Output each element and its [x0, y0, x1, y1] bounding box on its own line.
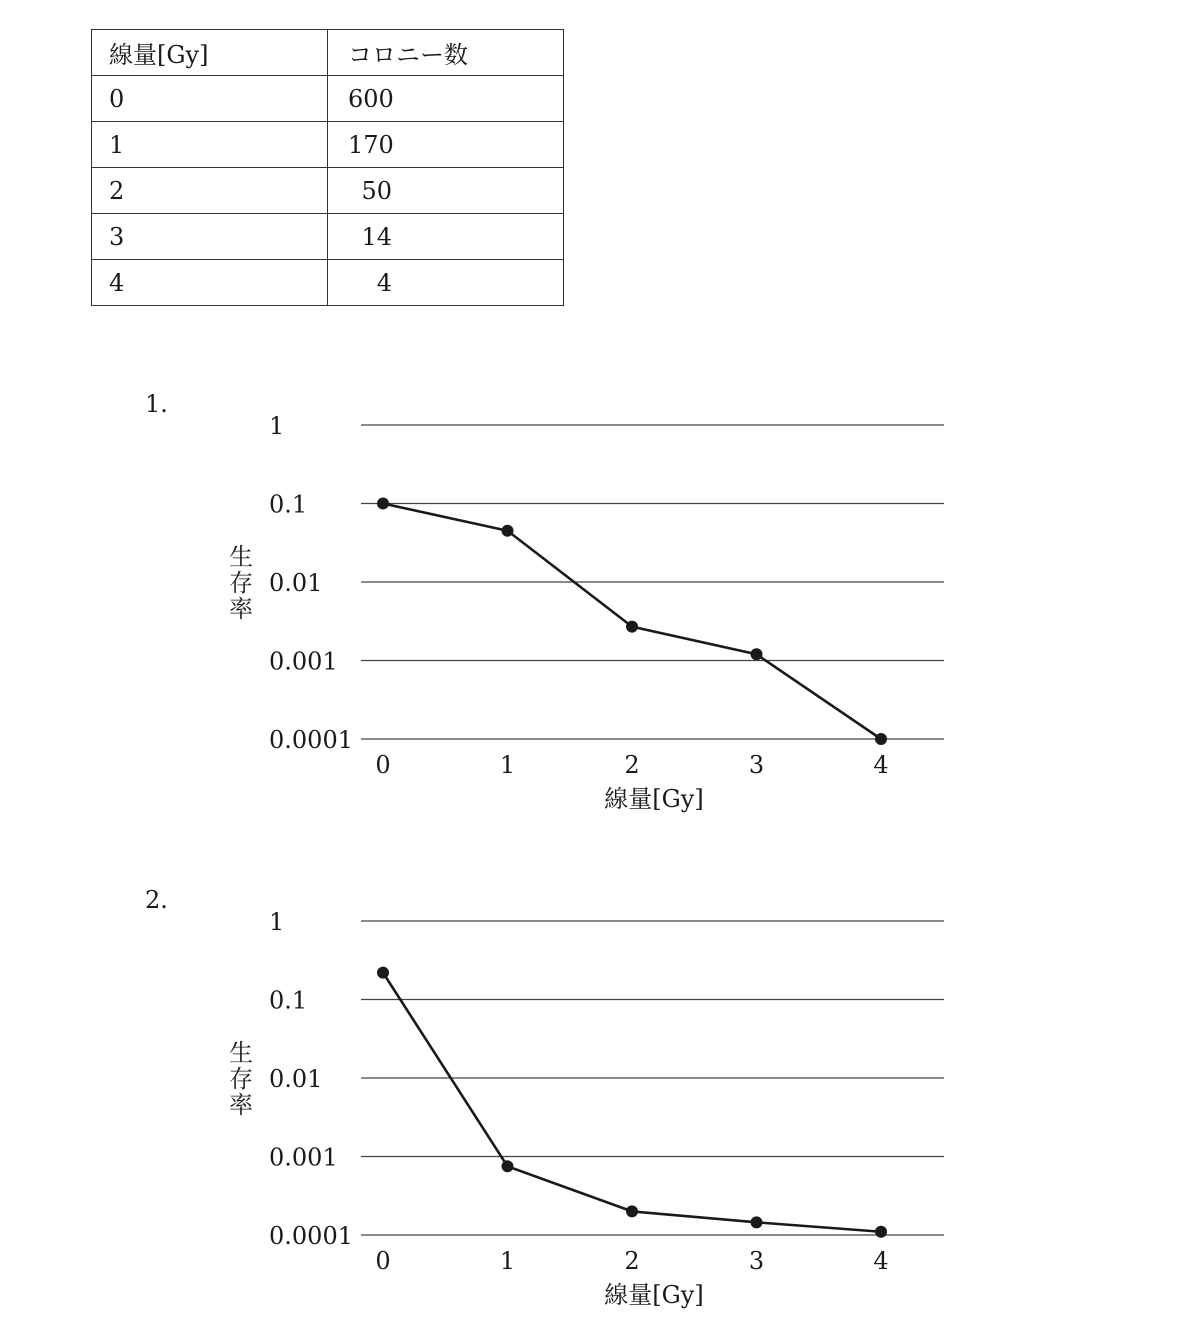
- cell-dose: 0: [92, 76, 328, 122]
- data-point: [751, 648, 763, 660]
- y-tick-label: 1: [269, 908, 285, 936]
- cell-dose: 4: [92, 260, 328, 306]
- y-tick-label: 0.001: [269, 1143, 338, 1172]
- chart-2: [0, 876, 1204, 1316]
- y-axis-label: 生存率: [229, 1039, 253, 1119]
- x-tick-label: 4: [873, 751, 889, 779]
- y-tick-label: 0.001: [269, 647, 338, 676]
- data-point: [626, 1205, 638, 1217]
- data-point: [626, 621, 638, 633]
- cell-colonies: [328, 214, 564, 260]
- colonies-value: 4: [376, 268, 392, 297]
- y-tick-label: 0.1: [269, 490, 308, 519]
- colonies-value: 170: [348, 130, 394, 159]
- series-line: [383, 973, 881, 1232]
- y-tick-label: 0.1: [269, 986, 308, 1015]
- colonies-value: 14: [361, 222, 392, 251]
- chart-number: 2.: [145, 886, 168, 914]
- table-header-row: [92, 30, 564, 76]
- data-point: [875, 733, 887, 745]
- cell-colonies: [328, 260, 564, 306]
- x-tick-label: 3: [748, 1247, 765, 1275]
- x-tick-label: 0: [375, 1247, 391, 1275]
- table-row: [92, 168, 564, 214]
- y-tick-label: 0.0001: [269, 1222, 353, 1250]
- colonies-value: 600: [348, 84, 394, 113]
- cell-colonies: [328, 168, 564, 214]
- table-row: [92, 260, 564, 306]
- dose-colony-table: [91, 29, 564, 306]
- x-axis-label: 線量[Gy]: [604, 1281, 704, 1309]
- x-tick-label: 1: [499, 1247, 516, 1275]
- table-row: [92, 122, 564, 168]
- x-tick-label: 3: [748, 751, 765, 779]
- cell-colonies: [328, 76, 564, 122]
- x-tick-label: 1: [499, 751, 516, 779]
- chart-number: 1.: [145, 390, 168, 418]
- y-tick-label: 0.0001: [269, 726, 353, 754]
- data-point: [377, 967, 389, 979]
- x-tick-label: 2: [624, 1247, 640, 1275]
- x-axis-label: 線量[Gy]: [604, 785, 704, 813]
- header-colonies: コロニー数: [328, 30, 564, 76]
- table-row: [92, 214, 564, 260]
- x-tick-label: 4: [873, 1247, 889, 1275]
- data-point: [502, 1160, 514, 1172]
- data-point: [875, 1226, 887, 1238]
- cell-dose: 1: [92, 122, 328, 168]
- data-point: [502, 525, 514, 537]
- cell-colonies: [328, 122, 564, 168]
- header-dose: 線量[Gy]: [92, 30, 328, 76]
- chart-1: [0, 380, 1204, 820]
- y-tick-label: 1: [269, 412, 285, 440]
- colonies-value: 50: [361, 176, 392, 205]
- x-tick-label: 0: [375, 751, 391, 779]
- table-row: [92, 76, 564, 122]
- data-point: [751, 1216, 763, 1228]
- chart-2-svg: [0, 876, 1204, 1316]
- data-point: [377, 498, 389, 510]
- cell-dose: 3: [92, 214, 328, 260]
- chart-1-svg: [0, 380, 1204, 820]
- cell-dose: 2: [92, 168, 328, 214]
- y-axis-label: 生存率: [229, 543, 253, 623]
- y-tick-label: 0.01: [269, 1065, 323, 1093]
- y-tick-label: 0.01: [269, 569, 323, 597]
- x-tick-label: 2: [624, 751, 640, 779]
